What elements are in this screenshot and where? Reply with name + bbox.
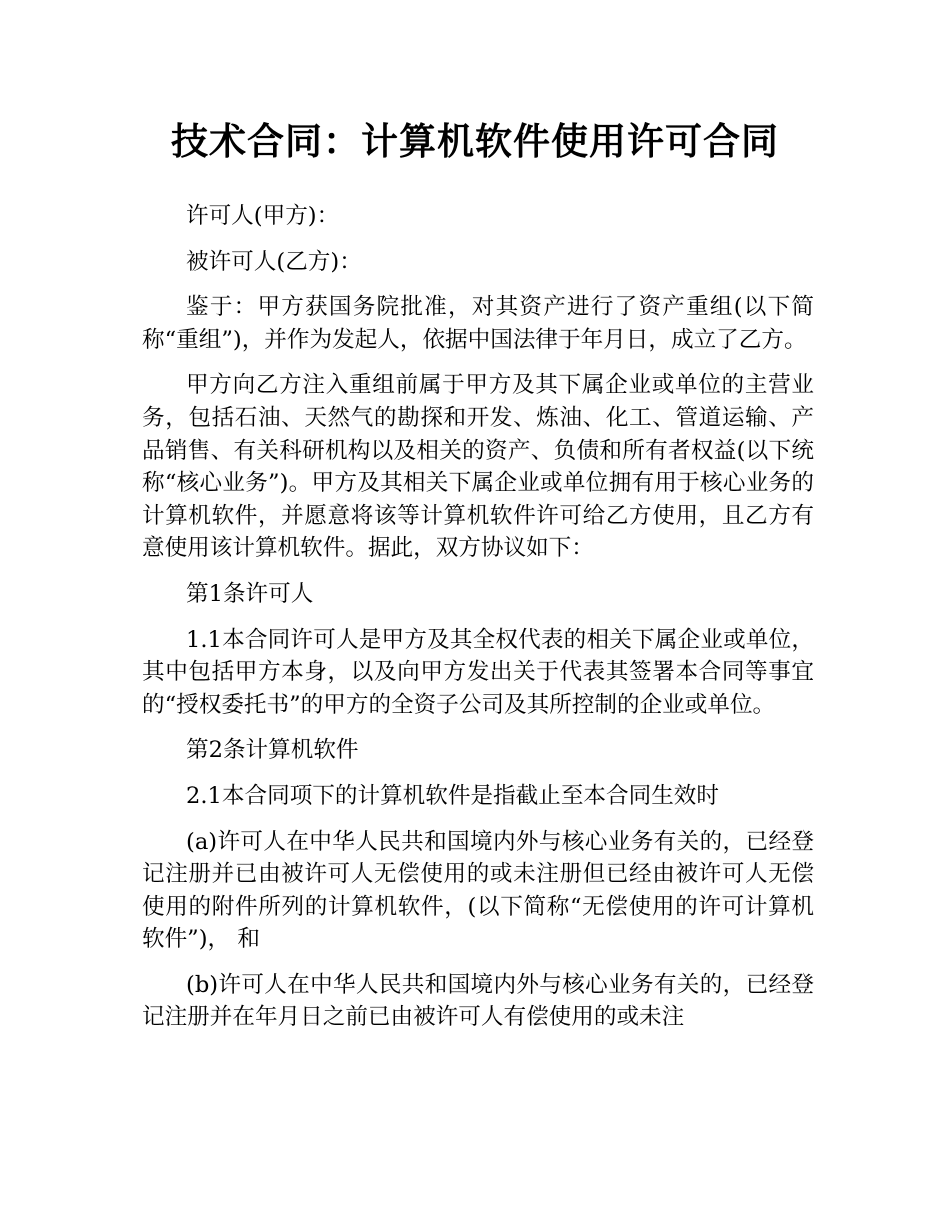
clause-2-1: 2.1本合同项下的计算机软件是指截止至本合同生效时 (186, 782, 719, 809)
clause-1-1: 1.1本合同许可人是甲方及其全权代表的相关下属企业或单位，其中包括甲方本身，以及向甲方发出关于代表其签署本合同等事宜的“授权委托书”的甲方的全资子公司及其所控制的企业或单位。 (142, 626, 814, 718)
article-2-heading: 第2条计算机软件 (186, 737, 359, 764)
article-1-heading: 第1条许可人 (186, 580, 314, 607)
paragraph-whereas: 鉴于：甲方获国务院批准，对其资产进行了资产重组(以下简称“重组”)，并作为发起人，依据中国法律于年月日，成立了乙方。 (142, 294, 814, 353)
clause-2-1-b: (b)许可人在中华人民共和国境内外与核心业务有关的，已经登记注册并在年月日之前已由被许可人有偿使用的或未注 (142, 971, 814, 1031)
paragraph-licensee: 被许可人(乙方)： (186, 248, 362, 275)
paragraph-licensor: 许可人(甲方)： (186, 203, 340, 229)
document-title: 技术合同：计算机软件使用许可合同 (171, 120, 779, 163)
paragraph-core-business: 甲方向乙方注入重组前属于甲方及其下属企业或单位的主营业务，包括石油、天然气的勘探和开发、炼油、化工、管道运输、产品销售、有关科研机构以及相关的资产、负债和所有者权益(以下统称“核心业务”)。甲方及其相关下属企业或单位拥有用于核心业务的计算机软件，并愿意将该等计算机软件许可给乙方使用，且乙方有意使用该计算机软件。据此，双方协议如下： (142, 372, 814, 562)
document-body (142, 200, 814, 1047)
clause-2-1-a: (a)许可人在中华人民共和国境内外与核心业务有关的，已经登记注册并已由被许可人无偿使用的或未注册但已经由被许可人无偿使用的附件所列的计算机软件，(以下简称“无偿使用的许可计算机软件”)， 和 (142, 828, 814, 953)
